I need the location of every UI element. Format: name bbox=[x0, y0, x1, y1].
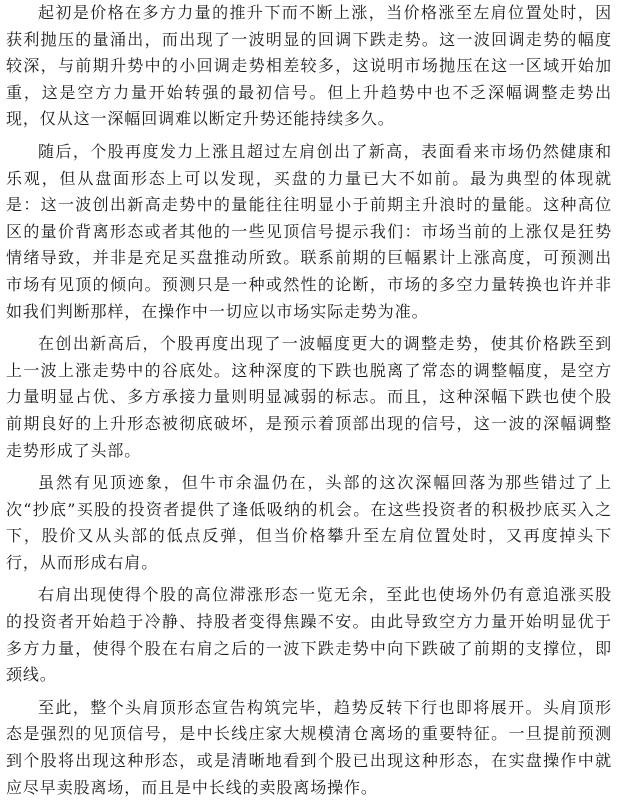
paragraph-neckline-break: 右肩出现使得个股的高位滞涨形态一览无余，至此也使场外仍有意追涨买股的投资者开始趋于冷静、持股者变得焦躁不安。由此导致空方力量开始明显优于多方力量，使得个股在右肩之后的一波下跌走势中向下跌破了前期的支撑位，即颈线。 bbox=[6, 585, 612, 685]
paragraph-head: 在创出新高后，个股再度出现了一波幅度更大的调整走势，使其价格跌至到上一波上涨走势中的谷底处。这种深度的下跌也脱离了常态的调整幅度，是空方力量明显占优、多方承接力量则明显减弱的标志。而且，这种深幅下跌也使个股前期良好的上升形态被彻底破坏，是预示着顶部出现的信号，这一波的深幅调整走势形成了头部。 bbox=[6, 334, 612, 460]
paragraph-right-shoulder: 虽然有见顶迹象，但牛市余温仍在，头部的这次深幅回落为那些错过了上次“抄底”买股的投资者提供了逢低吸纳的机会。在这些投资者的积极抄底买入之下，股价又从头部的低点反弹，但当价格攀升至左肩位置处时，又再度掉头下行，从而形成右肩。 bbox=[6, 473, 612, 572]
document-page bbox=[6, 0, 612, 807]
paragraph-conclusion: 至此，整个头肩顶形态宣告构筑完毕，趋势反转下行也即将展开。头肩顶形态是强烈的见顶信号，是中长线庄家大规模清仓离场的重要特征。一旦提前预测到个股将出现这种形态，或是清晰地看到个股已出现这种形态，在实盘操作中就应尽早卖股离场，而且是中长线的卖股离场操作。 bbox=[6, 697, 612, 797]
paragraph-left-shoulder: 起初是价格在多方力量的推升下而不断上涨，当价格涨至左肩位置处时，因获利抛压的量涌出，而出现了一波明显的回调下跌走势。这一波回调走势的幅度较深，与前期升势中的小回调走势相差较多，这说明市场抛压在这一区域开始加重，这是空方力量开始转强的最初信号。但上升趋势中也不乏深幅调整走势出现，仅从这一深幅回调难以断定升势还能持续多久。 bbox=[6, 3, 612, 129]
paragraph-new-high: 随后，个股再度发力上涨且超过左肩创出了新高，表面看来市场仍然健康和乐观，但从盘面形态上可以发现，买盘的力量已大不如前。最为典型的体现就是：这一波创出新高走势中的量能往往明显小于前期主升浪时的量能。这种高位区的量价背离形态或者其他的一些见顶信号提示我们：市场当前的上涨仅是狂势情绪导致，并非是充足买盘推动所致。联系前期的巨幅累计上涨高度，可预测出市场有见顶的倾向。预测只是一种或然性的论断，市场的多空力量转换也许并非如我们判断那样，在操作中一切应以市场实际走势为准。 bbox=[6, 141, 612, 321]
